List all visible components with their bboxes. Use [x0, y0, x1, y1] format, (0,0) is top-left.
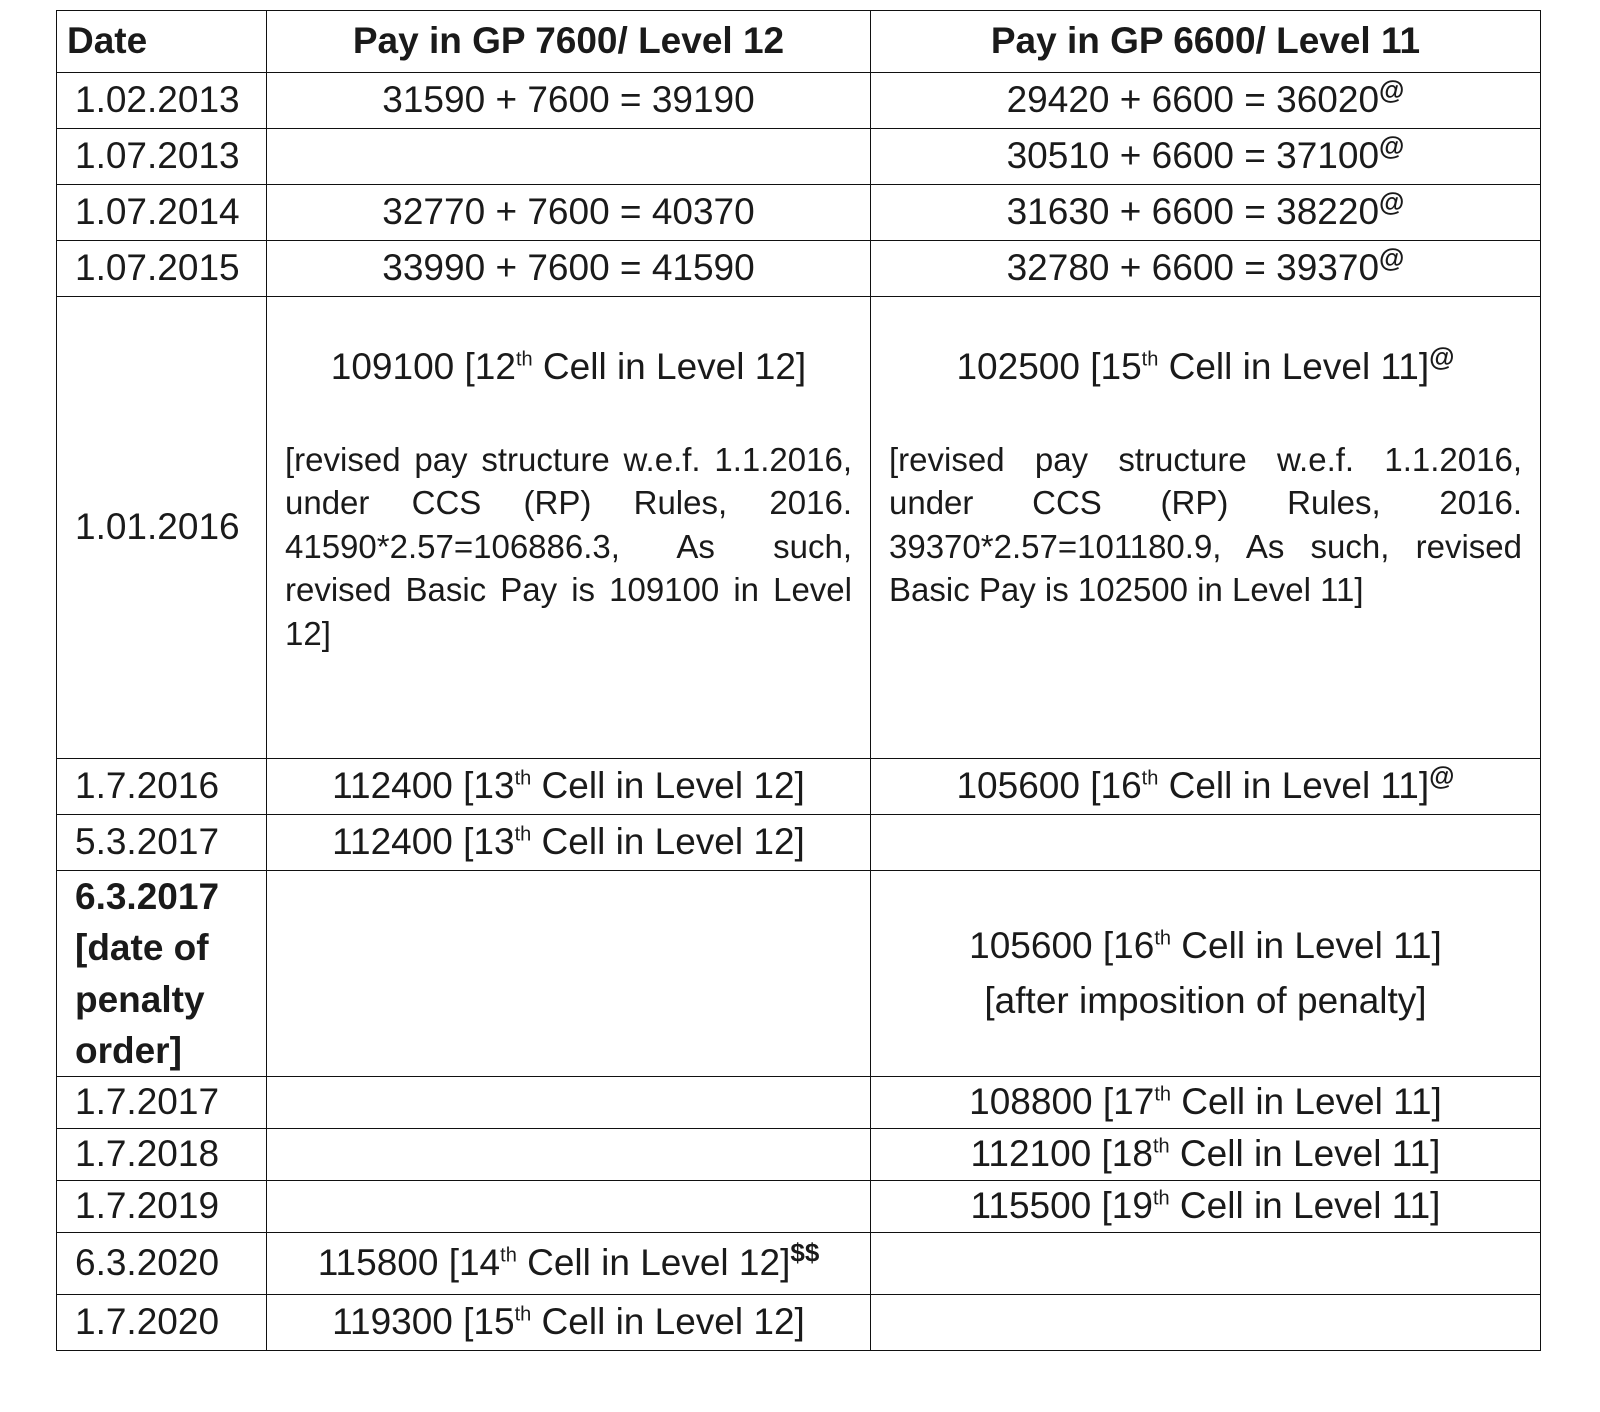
- at-marker: @: [1379, 130, 1405, 161]
- at-marker: @: [1379, 186, 1405, 217]
- level-11-penalty-pay: 105600 [16th Cell in Level 11] [after imposition of penalty]: [871, 871, 1541, 1077]
- at-marker: @: [1429, 760, 1455, 791]
- row-date: 1.7.2020: [57, 1295, 267, 1351]
- table-row: [57, 815, 1541, 871]
- table-row: [57, 1181, 1541, 1233]
- level-12-pay: 112400 [13th Cell in Level 12]: [267, 759, 871, 815]
- level-12-pay: [267, 1077, 871, 1129]
- level-11-pay: 105600 [16th Cell in Level 11]@: [871, 759, 1541, 815]
- level-11-pay: [871, 1295, 1541, 1351]
- level-11-revised-pay: 102500 [15th Cell in Level 11]@ [revised pay structure w.e.f. 1.1.2016, under CCS (RP) Rules, 2016. 39370*2.57=101180.9, As such, revised Basic Pay is 102500 in Level 11]: [871, 297, 1541, 759]
- penalty-date: 6.3.2017 [date of penalty order]: [57, 871, 267, 1077]
- level-12-pay: 33990 + 7600 = 41590: [267, 241, 871, 297]
- level-12-pay: 112400 [13th Cell in Level 12]: [267, 815, 871, 871]
- table-row: [57, 129, 1541, 185]
- level-12-pay: 119300 [15th Cell in Level 12]: [267, 1295, 871, 1351]
- level-11-revision-note: [revised pay structure w.e.f. 1.1.2016, under CCS (RP) Rules, 2016. 39370*2.57=101180.9, As such, revised Basic Pay is 102500 in Level 11]: [889, 440, 1522, 609]
- table-row: [57, 1295, 1541, 1351]
- level-11-pay: 32780 + 6600 = 39370@: [871, 241, 1541, 297]
- row-date: 6.3.2020: [57, 1233, 267, 1295]
- table-row: [57, 241, 1541, 297]
- row-date: 1.7.2016: [57, 759, 267, 815]
- penalty-note: [after imposition of penalty]: [984, 979, 1427, 1021]
- at-marker: @: [1429, 341, 1455, 372]
- header-level-11: Pay in GP 6600/ Level 11: [871, 11, 1541, 73]
- table-row: [57, 185, 1541, 241]
- level-11-pay: 30510 + 6600 = 37100@: [871, 129, 1541, 185]
- row-date: 1.7.2019: [57, 1181, 267, 1233]
- dollar-marker: $$: [790, 1237, 820, 1268]
- row-date: 1.7.2017: [57, 1077, 267, 1129]
- row-date: 1.07.2014: [57, 185, 267, 241]
- level-11-pay: 112100 [18th Cell in Level 11]: [871, 1129, 1541, 1181]
- row-date: 1.07.2013: [57, 129, 267, 185]
- level-12-pay: [267, 129, 871, 185]
- row-date: 5.3.2017: [57, 815, 267, 871]
- table-row: [57, 1077, 1541, 1129]
- table-row: [57, 73, 1541, 129]
- level-11-pay: [871, 815, 1541, 871]
- table-row: [57, 1233, 1541, 1295]
- row-date: 1.07.2015: [57, 241, 267, 297]
- table-row: [57, 759, 1541, 815]
- level-11-pay: 115500 [19th Cell in Level 11]: [871, 1181, 1541, 1233]
- level-12-revised-pay: 109100 [12th Cell in Level 12] [revised pay structure w.e.f. 1.1.2016, under CCS (RP) Rules, 2016. 41590*2.57=106886.3, As such, revised Basic Pay is 109100 in Level 12]: [267, 297, 871, 759]
- header-level-12: Pay in GP 7600/ Level 12: [267, 11, 871, 73]
- level-12-pay: [267, 871, 871, 1077]
- pay-fixation-table: [56, 10, 1541, 1351]
- at-marker: @: [1379, 74, 1405, 105]
- level-12-pay: [267, 1181, 871, 1233]
- level-12-pay: 115800 [14th Cell in Level 12]$$: [267, 1233, 871, 1295]
- level-11-pay: 31630 + 6600 = 38220@: [871, 185, 1541, 241]
- row-date: 1.02.2013: [57, 73, 267, 129]
- level-11-pay: 29420 + 6600 = 36020@: [871, 73, 1541, 129]
- penalty-row: [57, 871, 1541, 1077]
- level-12-revision-note: [revised pay structure w.e.f. 1.1.2016, under CCS (RP) Rules, 2016. 41590*2.57=106886.3, As such, revised Basic Pay is 109100 in Level 12]: [285, 440, 852, 652]
- level-12-pay: 32770 + 7600 = 40370: [267, 185, 871, 241]
- level-12-pay: 31590 + 7600 = 39190: [267, 73, 871, 129]
- row-date: 1.7.2018: [57, 1129, 267, 1181]
- at-marker: @: [1379, 242, 1405, 273]
- header-date: Date: [57, 11, 267, 73]
- revision-row: [57, 297, 1541, 759]
- table-row: [57, 1129, 1541, 1181]
- header-row: [57, 11, 1541, 73]
- level-12-pay: [267, 1129, 871, 1181]
- row-date: 1.01.2016: [57, 297, 267, 759]
- level-11-pay: [871, 1233, 1541, 1295]
- level-11-pay: 108800 [17th Cell in Level 11]: [871, 1077, 1541, 1129]
